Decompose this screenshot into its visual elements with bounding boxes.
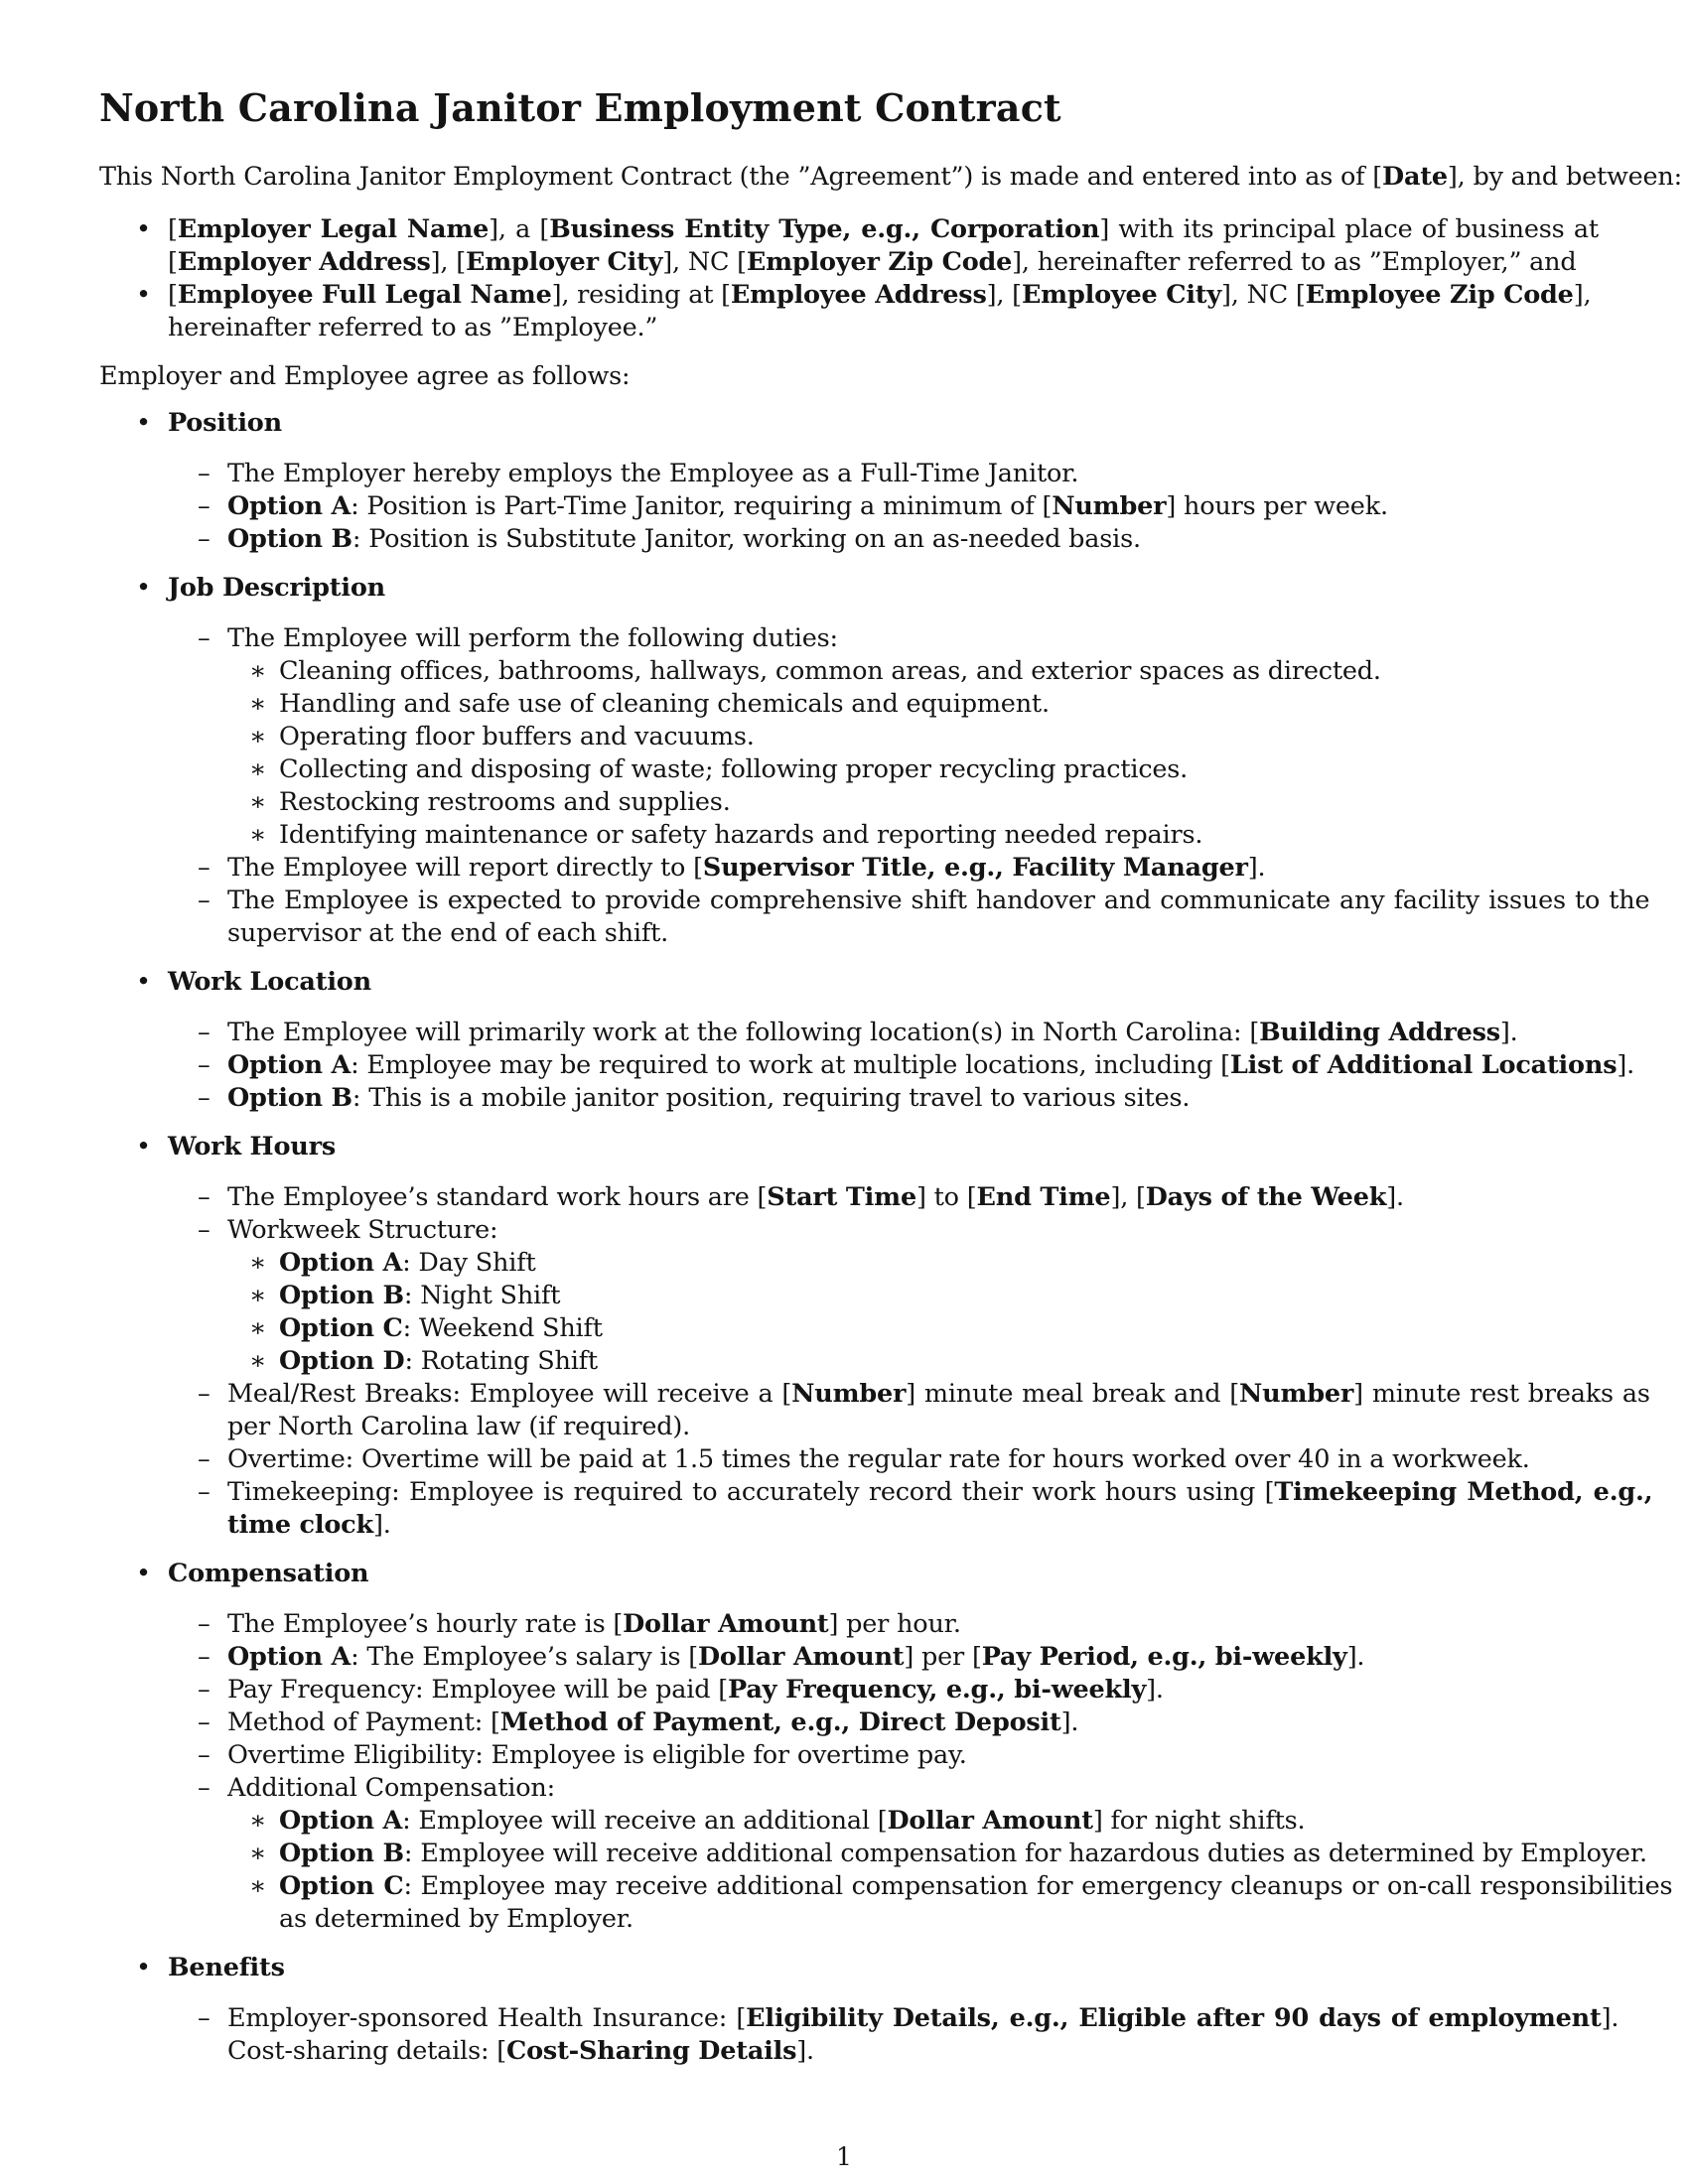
dash-marker: – bbox=[198, 491, 211, 521]
text-run: Meal/Rest Breaks: Employee will receive a [ bbox=[227, 1379, 792, 1409]
text-run: : Day Shift bbox=[402, 1248, 536, 1278]
text-run: ], by and between: bbox=[1447, 162, 1683, 192]
dash-marker: – bbox=[198, 1018, 211, 1047]
text-run: : Rotating Shift bbox=[404, 1346, 598, 1376]
placeholder-field: Pay Period, e.g., bi-weekly bbox=[981, 1642, 1347, 1672]
page-number: 1 bbox=[836, 2142, 852, 2171]
party-employee-line-1 bbox=[168, 279, 1591, 312]
asterisk-marker: ∗ bbox=[249, 1839, 267, 1868]
additional-comp-option bbox=[279, 1870, 1672, 1903]
duty-item: Restocking restrooms and supplies. bbox=[279, 787, 731, 817]
text-run: ] for night shifts. bbox=[1092, 1806, 1306, 1836]
text-run: : Employee may receive additional compensation for emergency cleanups or on-call responsibilities bbox=[403, 1871, 1673, 1901]
asterisk-marker: ∗ bbox=[249, 1281, 267, 1310]
dash-marker: – bbox=[198, 1707, 211, 1737]
section-heading-position: Position bbox=[168, 408, 282, 438]
text-run: : Position is Substitute Janitor, working on an as-needed basis. bbox=[352, 524, 1141, 554]
asterisk-marker: ∗ bbox=[249, 1871, 267, 1901]
asterisk-marker: ∗ bbox=[249, 754, 267, 784]
text-run: ]. bbox=[1146, 1675, 1164, 1705]
hours-timekeeping-line-1 bbox=[227, 1476, 1652, 1509]
dash-marker: – bbox=[198, 1740, 211, 1770]
job-report-line bbox=[227, 852, 1265, 885]
location-item-1 bbox=[227, 1017, 1518, 1049]
placeholder-field: Option B bbox=[279, 1281, 404, 1310]
placeholder-field: Employee Address bbox=[730, 280, 987, 310]
text-run: Additional Compensation: bbox=[227, 1773, 555, 1803]
placeholder-field: Method of Payment, e.g., Direct Deposit bbox=[499, 1707, 1061, 1737]
placeholder-field: Employee City bbox=[1021, 280, 1222, 310]
section-heading-work-location: Work Location bbox=[168, 967, 371, 997]
placeholder-field: Employer Address bbox=[177, 247, 431, 277]
section-heading-compensation: Compensation bbox=[168, 1559, 369, 1588]
benefits-health-line-1 bbox=[227, 2002, 1618, 2035]
placeholder-field: Start Time bbox=[767, 1182, 916, 1212]
text-run: ] per [ bbox=[904, 1642, 982, 1672]
text-run: ] to [ bbox=[915, 1182, 977, 1212]
document-title: North Carolina Janitor Employment Contract bbox=[99, 85, 1061, 130]
text-run: ], a [ bbox=[489, 214, 550, 244]
section-heading-benefits: Benefits bbox=[168, 1953, 285, 1982]
dash-marker: – bbox=[198, 623, 211, 653]
dash-marker: – bbox=[198, 1773, 211, 1803]
text-run: The Employee’s standard work hours are [ bbox=[227, 1182, 768, 1212]
party-employer-line-1 bbox=[168, 213, 1599, 246]
location-item-2 bbox=[227, 1049, 1634, 1082]
dash-marker: – bbox=[198, 2003, 211, 2033]
bullet-dot: • bbox=[136, 280, 152, 310]
job-duties-intro: The Employee will perform the following duties: bbox=[227, 623, 838, 653]
workweek-structure-label: Workweek Structure: bbox=[227, 1215, 498, 1245]
dash-marker: – bbox=[198, 853, 211, 883]
placeholder-field: Timekeeping Method, e.g., bbox=[1274, 1477, 1653, 1507]
dash-marker: – bbox=[198, 1050, 211, 1080]
placeholder-field: Number bbox=[791, 1379, 907, 1409]
asterisk-marker: ∗ bbox=[249, 787, 267, 817]
text-run: ]. bbox=[1617, 1050, 1635, 1080]
text-run: ], [ bbox=[986, 280, 1022, 310]
text-run: ], residing at [ bbox=[551, 280, 731, 310]
text-run: Overtime Eligibility: Employee is eligible for overtime pay. bbox=[227, 1740, 967, 1770]
text-run: hereinafter referred to as ”Employee.” bbox=[168, 313, 658, 342]
text-run: The Employer hereby employs the Employee as a Full-Time Janitor. bbox=[227, 459, 1079, 488]
text-run: The Employee will report directly to [ bbox=[227, 853, 703, 883]
duty-item: Identifying maintenance or safety hazards and reporting needed repairs. bbox=[279, 820, 1203, 850]
placeholder-field: End Time bbox=[976, 1182, 1111, 1212]
placeholder-field: Eligibility Details, e.g., Eligible after 90 days of employment bbox=[746, 2003, 1602, 2033]
text-run: : Position is Part-Time Janitor, requiring a minimum of [ bbox=[351, 491, 1053, 521]
text-run: ]. bbox=[1060, 1707, 1079, 1737]
text-run: ]. bbox=[1499, 1018, 1518, 1047]
additional-comp-option bbox=[279, 1805, 1305, 1838]
placeholder-field: Supervisor Title, e.g., Facility Manager bbox=[702, 853, 1248, 883]
shift-option bbox=[279, 1247, 536, 1280]
text-run: ] per hour. bbox=[828, 1609, 961, 1639]
duty-item: Operating floor buffers and vacuums. bbox=[279, 722, 755, 751]
section-heading-job-description: Job Description bbox=[168, 573, 385, 603]
placeholder-field: Days of the Week bbox=[1145, 1182, 1387, 1212]
location-item-3 bbox=[227, 1082, 1190, 1115]
placeholder-field: Number bbox=[1052, 491, 1167, 521]
duty-item: Collecting and disposing of waste; following proper recycling practices. bbox=[279, 754, 1189, 784]
position-item-1 bbox=[227, 458, 1078, 490]
placeholder-field: Option A bbox=[279, 1806, 403, 1836]
shift-option bbox=[279, 1312, 603, 1345]
bullet-dot: • bbox=[136, 214, 152, 244]
text-run: Employer-sponsored Health Insurance: [ bbox=[227, 2003, 747, 2033]
dash-marker: – bbox=[198, 1215, 211, 1245]
text-run: ]. bbox=[1386, 1182, 1404, 1212]
hours-overtime: Overtime: Overtime will be paid at 1.5 times the regular rate for hours worked over 40 in a workweek. bbox=[227, 1444, 1530, 1474]
text-run: ], [ bbox=[430, 247, 466, 277]
party-employee-line-2 bbox=[168, 312, 657, 344]
text-run: Timekeeping: Employee is required to accurately record their work hours using [ bbox=[227, 1477, 1275, 1507]
placeholder-field: Number bbox=[1239, 1379, 1354, 1409]
bullet-dot: • bbox=[136, 573, 152, 603]
dash-marker: – bbox=[198, 1379, 211, 1409]
comp-item-6 bbox=[227, 1772, 555, 1805]
placeholder-field: Option A bbox=[227, 491, 352, 521]
asterisk-marker: ∗ bbox=[249, 1313, 267, 1343]
text-run: This North Carolina Janitor Employment Contract (the ”Agreement”) is made and entered into as of [ bbox=[99, 162, 1383, 192]
comp-item-4 bbox=[227, 1706, 1078, 1739]
placeholder-field: Employee Zip Code bbox=[1305, 280, 1574, 310]
asterisk-marker: ∗ bbox=[249, 722, 267, 751]
text-run: ], NC [ bbox=[1221, 280, 1306, 310]
asterisk-marker: ∗ bbox=[249, 689, 267, 719]
text-run: : The Employee’s salary is [ bbox=[351, 1642, 699, 1672]
text-run: [ bbox=[168, 280, 178, 310]
text-run: : Employee will receive an additional [ bbox=[402, 1806, 888, 1836]
placeholder-field: Option B bbox=[279, 1839, 404, 1868]
bullet-dot: • bbox=[136, 1559, 152, 1588]
comp-item-2 bbox=[227, 1641, 1364, 1674]
text-run: The Employee’s hourly rate is [ bbox=[227, 1609, 624, 1639]
comp-item-5 bbox=[227, 1739, 967, 1772]
position-item-3 bbox=[227, 523, 1141, 556]
text-run: : Employee may be required to work at multiple locations, including [ bbox=[351, 1050, 1230, 1080]
asterisk-marker: ∗ bbox=[249, 1806, 267, 1836]
placeholder-field: Pay Frequency, e.g., bi-weekly bbox=[728, 1675, 1147, 1705]
placeholder-field: Dollar Amount bbox=[623, 1609, 829, 1639]
placeholder-field: Option B bbox=[227, 1083, 352, 1113]
duty-item: Handling and safe use of cleaning chemicals and equipment. bbox=[279, 689, 1050, 719]
text-run: : Employee will receive additional compensation for hazardous duties as determined by Employer. bbox=[403, 1839, 1647, 1868]
text-run: ] minute rest breaks as bbox=[1353, 1379, 1650, 1409]
placeholder-field: Option C bbox=[279, 1871, 404, 1901]
asterisk-marker: ∗ bbox=[249, 1248, 267, 1278]
text-run: ], NC [ bbox=[662, 247, 747, 277]
placeholder-date: Date bbox=[1382, 162, 1448, 192]
text-run: ]. bbox=[1247, 853, 1266, 883]
text-run: [ bbox=[168, 247, 178, 277]
bullet-dot: • bbox=[136, 1132, 152, 1161]
dash-marker: – bbox=[198, 1444, 211, 1474]
placeholder-field: Option A bbox=[227, 1642, 352, 1672]
agree-line: Employer and Employee agree as follows: bbox=[99, 361, 631, 391]
shift-option bbox=[279, 1280, 560, 1312]
text-run: The Employee will primarily work at the following location(s) in North Carolina: [ bbox=[227, 1018, 1260, 1047]
text-run: : Weekend Shift bbox=[402, 1313, 603, 1343]
text-run: Cost-sharing details: [ bbox=[227, 2036, 507, 2066]
hours-breaks-line-1 bbox=[227, 1378, 1650, 1411]
dash-marker: – bbox=[198, 1642, 211, 1672]
text-run: ]. bbox=[796, 2036, 814, 2066]
placeholder-field: Option B bbox=[227, 524, 352, 554]
dash-marker: – bbox=[198, 1675, 211, 1705]
dash-marker: – bbox=[198, 1609, 211, 1639]
bullet-dot: • bbox=[136, 967, 152, 997]
placeholder-field: Employer Legal Name bbox=[177, 214, 490, 244]
shift-option bbox=[279, 1345, 598, 1378]
text-run: ]. bbox=[372, 1510, 391, 1540]
hours-breaks-line-2: per North Carolina law (if required). bbox=[227, 1412, 691, 1441]
intro-paragraph bbox=[99, 161, 1682, 194]
dash-marker: – bbox=[198, 1182, 211, 1212]
asterisk-marker: ∗ bbox=[249, 1346, 267, 1376]
asterisk-marker: ∗ bbox=[249, 656, 267, 686]
dash-marker: – bbox=[198, 1477, 211, 1507]
text-run: Method of Payment: [ bbox=[227, 1707, 500, 1737]
placeholder-field: Cost-Sharing Details bbox=[506, 2036, 797, 2066]
party-employer-line-2 bbox=[168, 246, 1577, 279]
placeholder-field: Building Address bbox=[1259, 1018, 1500, 1047]
placeholder-field: Employer Zip Code bbox=[746, 247, 1013, 277]
text-run: ] minute meal break and [ bbox=[906, 1379, 1240, 1409]
dash-marker: – bbox=[198, 459, 211, 488]
text-run: ], [ bbox=[1110, 1182, 1146, 1212]
hours-timekeeping-line-2 bbox=[227, 1509, 391, 1542]
placeholder-field: Employer City bbox=[465, 247, 663, 277]
placeholder-field: Option A bbox=[279, 1248, 403, 1278]
asterisk-marker: ∗ bbox=[249, 820, 267, 850]
placeholder-field: Dollar Amount bbox=[698, 1642, 905, 1672]
placeholder-field: Option A bbox=[227, 1050, 352, 1080]
comp-item-3 bbox=[227, 1674, 1164, 1706]
placeholder-field: Option D bbox=[279, 1346, 405, 1376]
text-run: ]. bbox=[1601, 2003, 1619, 2033]
dash-marker: – bbox=[198, 1083, 211, 1113]
placeholder-field: Option C bbox=[279, 1313, 403, 1343]
bullet-dot: • bbox=[136, 408, 152, 438]
text-run: : Night Shift bbox=[403, 1281, 561, 1310]
comp-item-1 bbox=[227, 1608, 961, 1641]
text-run: ], hereinafter referred to as ”Employer,” and bbox=[1012, 247, 1577, 277]
job-handover-line-2: supervisor at the end of each shift. bbox=[227, 918, 669, 948]
additional-comp-option-c-line-2: as determined by Employer. bbox=[279, 1904, 633, 1934]
text-run: : This is a mobile janitor position, requiring travel to various sites. bbox=[352, 1083, 1191, 1113]
job-handover-line-1: The Employee is expected to provide comprehensive shift handover and communicate any facility issues to the bbox=[227, 886, 1650, 915]
text-run: [ bbox=[168, 214, 178, 244]
placeholder-field: time clock bbox=[227, 1510, 373, 1540]
benefits-health-line-2 bbox=[227, 2035, 814, 2068]
duty-item: Cleaning offices, bathrooms, hallways, common areas, and exterior spaces as directed. bbox=[279, 656, 1381, 686]
placeholder-field: Dollar Amount bbox=[887, 1806, 1093, 1836]
placeholder-field: Business Entity Type, e.g., Corporation bbox=[549, 214, 1100, 244]
section-heading-work-hours: Work Hours bbox=[168, 1132, 336, 1161]
text-run: ] with its principal place of business at bbox=[1099, 214, 1599, 244]
hours-standard bbox=[227, 1181, 1404, 1214]
text-run: ] hours per week. bbox=[1166, 491, 1388, 521]
position-item-2 bbox=[227, 490, 1388, 523]
additional-comp-option bbox=[279, 1838, 1647, 1870]
text-run: Pay Frequency: Employee will be paid [ bbox=[227, 1675, 729, 1705]
text-run: ]. bbox=[1346, 1642, 1365, 1672]
placeholder-field: List of Additional Locations bbox=[1229, 1050, 1618, 1080]
dash-marker: – bbox=[198, 524, 211, 554]
bullet-dot: • bbox=[136, 1953, 152, 1982]
placeholder-field: Employee Full Legal Name bbox=[177, 280, 552, 310]
dash-marker: – bbox=[198, 886, 211, 915]
text-run: ], bbox=[1573, 280, 1592, 310]
